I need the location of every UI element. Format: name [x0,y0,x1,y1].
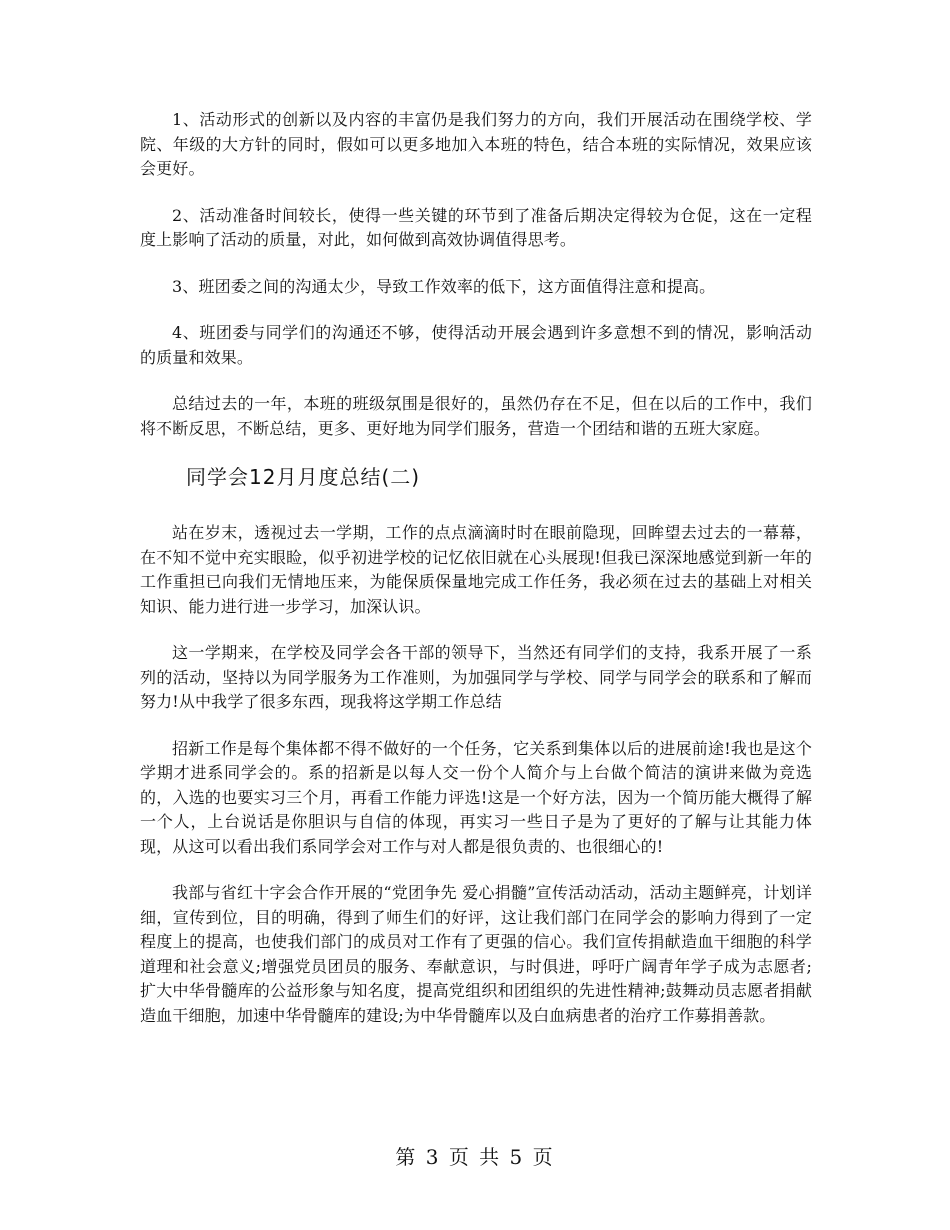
paragraph-semester: 这一学期来，在学校及同学会各干部的领导下，当然还有同学们的支持，我系开展了一系列的活动，坚持以为同学服务为工作准则，为加强同学与学校、同学与同学会的联系和了解而努力!从中我学了很多东西，现我将这学期工作总结 [140,643,812,711]
paragraph-year-end: 站在岁末，透视过去一学期，工作的点点滴滴时时在眼前隐现，回眸望去过去的一幕幕，在不知不觉中充实眼睑，似乎初进学校的记忆依旧就在心头展现!但我已深深地感觉到新一年的工作重担已向我们无情地压来，为能保质保量地完成工作任务，我必须在过去的基础上对相关知识、能力进行进一步学习，加深认识。 [140,523,812,616]
paragraph-summary: 总结过去的一年，本班的班级氛围是很好的，虽然仍存在不足，但在以后的工作中，我们将不断反思，不断总结，更多、更好地为同学们服务，营造一个团结和谐的五班大家庭。 [140,394,812,438]
page-number-footer: 第 3 页 共 5 页 [395,1145,555,1169]
paragraph-3: 3、班团委之间的沟通太少，导致工作效率的低下，这方面值得注意和提高。 [172,276,716,296]
paragraph-2: 2、活动准备时间较长，使得一些关键的环节到了准备后期决定得较为仓促，这在一定程度上影响了活动的质量，对此，如何做到高效协调值得思考。 [140,205,812,249]
document-body [140,108,812,1050]
paragraph-donation-campaign: 我部与省红十字会合作开展的“党团争先 爱心捐髓”宣传活动活动，活动主题鲜亮，计划详细，宣传到位，目的明确，得到了师生们的好评，这让我们部门在同学会的影响力得到了一定程度上的提高，也使我们部门的成员对工作有了更强的信心。我们宣传捐献造血干细胞的科学道理和社会意义;增强党员团员的服务、奉献意识，与时俱进，呼吁广阔青年学子成为志愿者;扩大中华骨髓库的公益形象与知名度，提高党组织和团组织的先进性精神;鼓舞动员志愿者捐献造血干细胞，加速中华骨髓库的建设;为中华骨髓库以及白血病患者的治疗工作募捐善款。 [140,883,812,1025]
paragraph-1: 1、活动形式的创新以及内容的丰富仍是我们努力的方向，我们开展活动在围绕学校、学院、年级的大方针的同时，假如可以更多地加入本班的特色，结合本班的实际情况，效果应该会更好。 [140,110,812,178]
paragraph-recruitment: 招新工作是每个集体都不得不做好的一个任务，它关系到集体以后的进展前途!我也是这个学期才进系同学会的。系的招新是以每人交一份个人简介与上台做个简洁的演讲来做为竞选的，入选的也要实习三个月，再看工作能力评选!这是一个好方法，因为一个简历能大概得了解一个人，上台说话是你胆识与自信的体现，再实习一些日子是为了更好的了解与让其能力体现，从这可以看出我们系同学会对工作与对人都是很负责的、也很细心的! [140,738,812,856]
section-heading: 同学会12月月度总结(二) [186,465,421,489]
paragraph-4: 4、班团委与同学们的沟通还不够，使得活动开展会遇到许多意想不到的情况，影响活动的质量和效果。 [140,323,812,367]
